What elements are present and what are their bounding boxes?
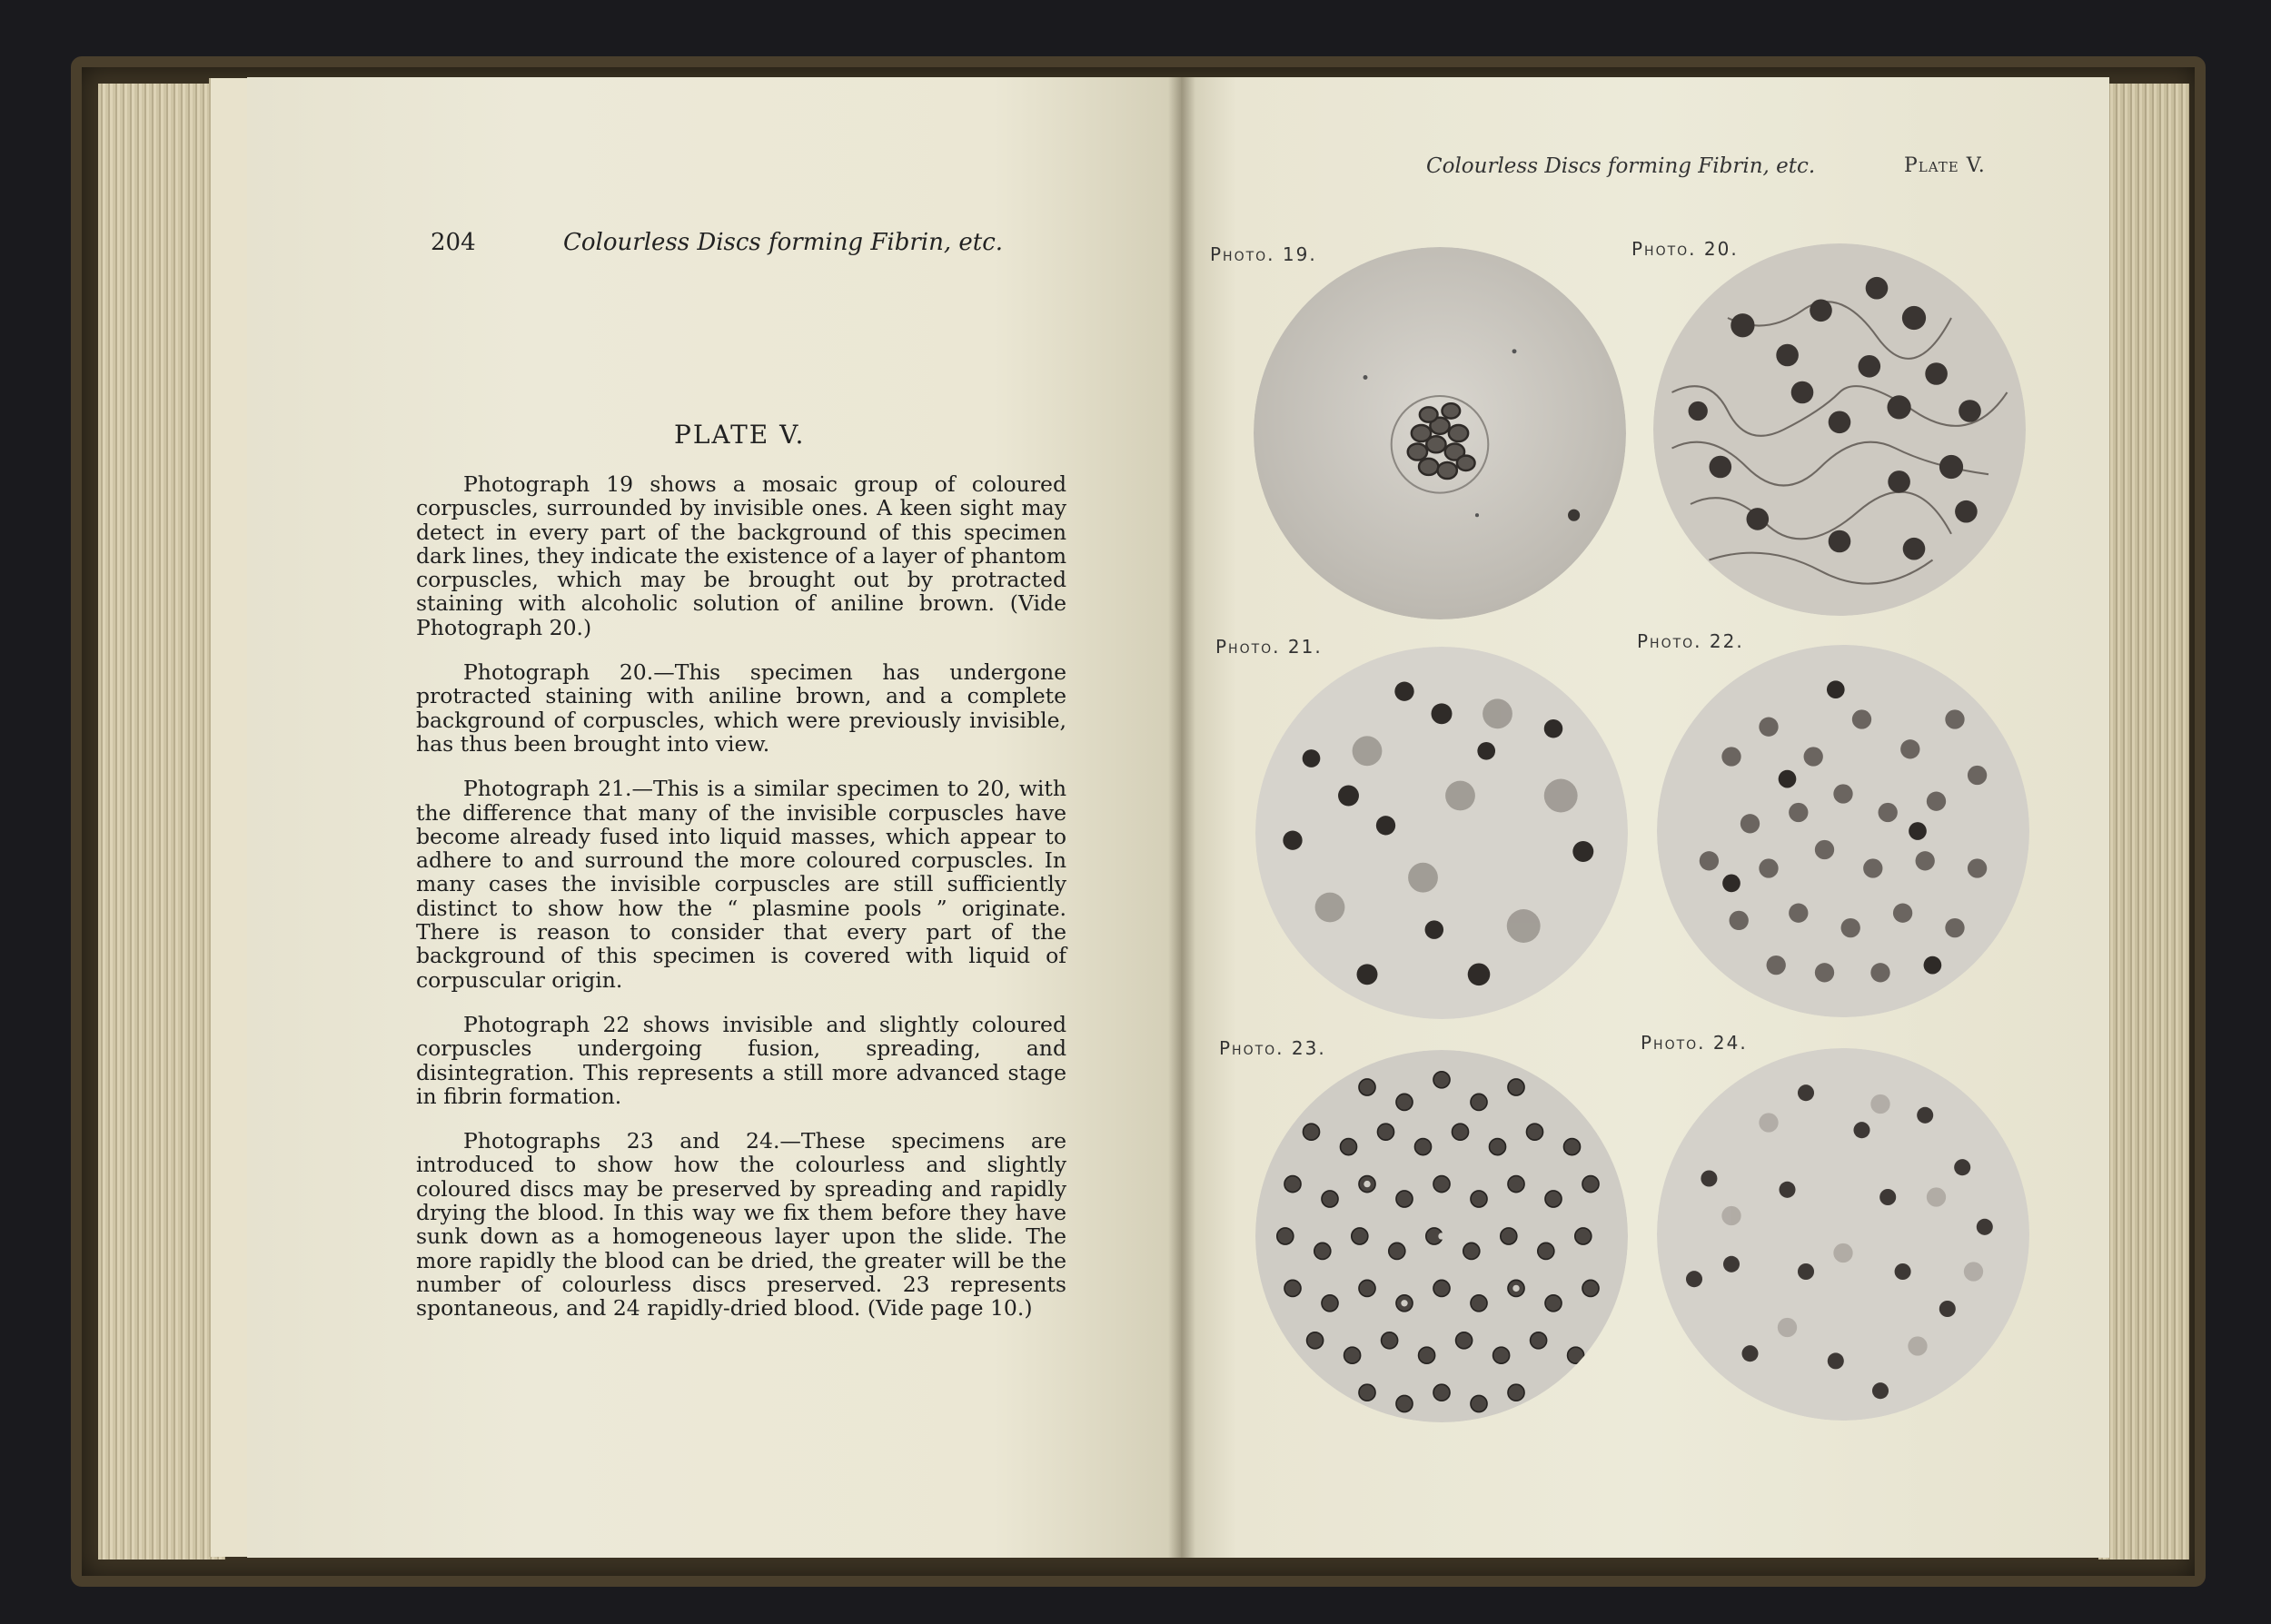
photo-22-image	[1657, 645, 2029, 1017]
paragraph-photo-21: Photograph 21.—This is a similar specimen to 20, with the difference that many of the invisible corpuscles have become already fused into liquid masses, which appear to adhere to and surround the more coloured corpuscles. In many cases the invisible corpuscles are still sufficiently distinct to show how the “ plasmine pools ” originate. There is reason to consider that every part of the background of this specimen is covered with liquid of corpuscular origin.	[416, 776, 1066, 993]
page-stack-left-inner	[209, 78, 252, 1557]
photo-22-micrograph	[1657, 645, 2029, 1017]
photo-19-micrograph	[1254, 247, 1626, 619]
left-running-title: Colourless Discs forming Fibrin, etc.	[563, 229, 1004, 256]
photo-19-label: Photo. 19.	[1210, 243, 1317, 265]
photo-23-label: Photo. 23.	[1219, 1037, 1326, 1059]
photo-21-image	[1255, 647, 1628, 1019]
plate-description	[416, 472, 1066, 1342]
photo-21-label: Photo. 21.	[1215, 636, 1323, 658]
book-gutter	[1168, 77, 1195, 1558]
paragraph-photo-23-24: Photographs 23 and 24.—These specimens are introduced to show how the colourless and slightly coloured discs may be preserved by spreading and rapidly drying the blood. In this way we fix them before they have sunk down as a homogeneous layer upon the slide. The more rapidly the blood can be dried, the greater will be the number of colourless discs preserved. 23 represents spontaneous, and 24 rapidly-dried blood. (Vide page 10.)	[416, 1128, 1066, 1322]
photo-24-micrograph	[1657, 1048, 2029, 1421]
page-stack-right	[2098, 84, 2189, 1560]
photo-20-micrograph	[1653, 243, 2026, 616]
paragraph-photo-22: Photograph 22 shows invisible and slightly coloured corpuscles undergoing fusion, spreading, and disintegration. This represents a still more advanced stage in fibrin formation.	[416, 1011, 1066, 1109]
photo-23-image	[1255, 1050, 1628, 1422]
photo-24-label: Photo. 24.	[1641, 1032, 1748, 1054]
paragraph-photo-19: Photograph 19 shows a mosaic group of coloured corpuscles, surrounded by invisible ones. A keen sight may detect in every part of the background of this specimen dark lines, they indicate the existence of a layer of phantom corpuscles, which may be brought out by protracted staining with alcoholic solution of aniline brown. (Vide Photograph 20.)	[416, 471, 1066, 640]
photo-23-micrograph	[1255, 1050, 1628, 1422]
page-number: 204	[431, 229, 476, 256]
plate-heading: PLATE V.	[674, 420, 806, 450]
photo-20-label: Photo. 20.	[1631, 238, 1739, 260]
photo-24-image	[1657, 1048, 2029, 1421]
photo-19-image	[1254, 247, 1626, 619]
paragraph-photo-20: Photograph 20.—This specimen has undergone protracted staining with aniline brown, and a complete background of corpuscles, which were previously invisible, has thus been brought into view.	[416, 659, 1066, 757]
right-running-title: Colourless Discs forming Fibrin, etc.	[1426, 154, 1816, 178]
page-stack-left	[98, 84, 225, 1560]
right-plate-label: Plate V.	[1904, 154, 1986, 177]
photo-20-image	[1653, 243, 2026, 616]
photo-21-micrograph	[1255, 647, 1628, 1019]
photo-22-label: Photo. 22.	[1637, 630, 1744, 652]
